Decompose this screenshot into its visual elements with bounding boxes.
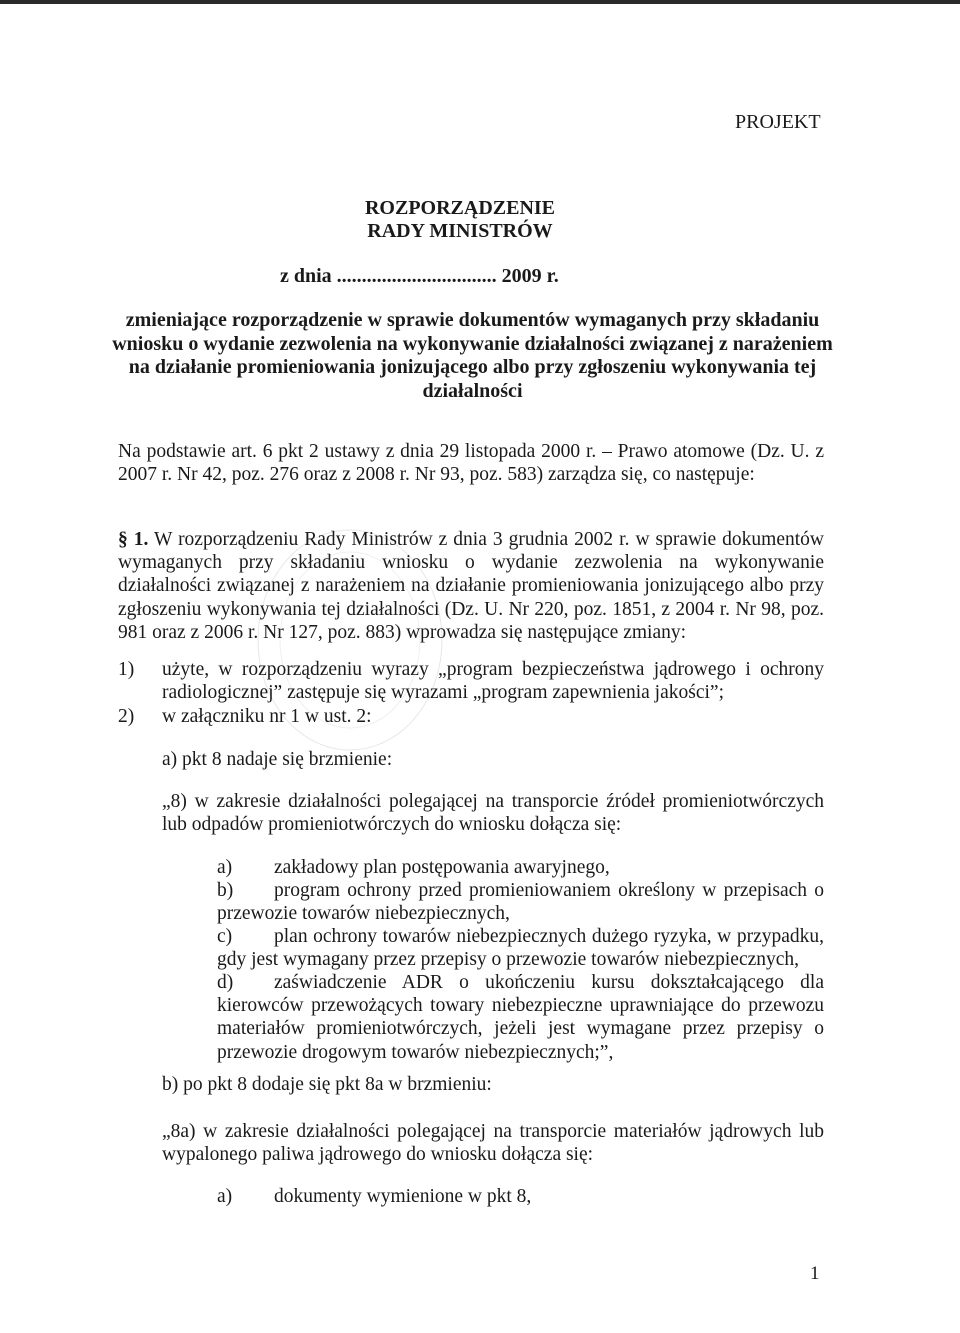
point-8-subitem-c	[217, 925, 824, 971]
item-text: użyte, w rozporządzeniu wyrazy „program bezpieczeństwa jądrowego i ochrony radiologicznej” zastępuje się wyrazami „program zapewnienia jakości”;	[162, 659, 824, 704]
subitem-letter: b)	[217, 880, 234, 901]
document-title-line1: ROZPORZĄDZENIE	[364, 197, 556, 219]
document-subject: zmieniające rozporządzenie w sprawie dokumentów wymaganych przy składaniu wniosku o wydanie zezwolenia na wykonywanie działalności związanej z narażeniem na działanie promieniowania jonizującego albo przy zgłoszeniu wykonywania tej działalności	[112, 309, 833, 402]
scan-top-edge	[0, 0, 960, 4]
amendment-item-2	[118, 705, 824, 729]
subitem-letter: a)	[217, 857, 233, 878]
point-a-label: a) pkt 8 nadaje się brzmienie:	[162, 749, 393, 770]
point-b-label: b) po pkt 8 dodaje się pkt 8a w brzmieniu:	[162, 1074, 492, 1095]
section-mark: § 1.	[118, 529, 149, 550]
amendment-item-1	[118, 658, 824, 706]
point-8-subitem-a	[217, 856, 824, 879]
subitem-text: zaświadczenie ADR o ukończeniu kursu dokształcającego dla kierowców przewożących towary niebezpieczne uprawniające do przewozu materiałów promieniotwórczych, jeżeli jest wymagane przez przepisy o przewozie drogowym towarów niebezpiecznych;”,	[217, 972, 824, 1063]
item-number: 1)	[118, 659, 135, 680]
section-1-text: W rozporządzeniu Rady Ministrów z dnia 3 grudnia 2002 r. w sprawie dokumentów wymaganych przy składaniu wniosku o wydanie zezwolenia na wykonywanie działalności związanej z narażeniem na działanie promieniowania jonizującego albo przy zgłoszeniu wykonywania tej działalności (Dz. U. Nr 220, poz. 1851, z 2004 r. Nr 98, poz. 981 oraz z 2006 r. Nr 127, poz. 883) wprowadza się następujące zmiany:	[118, 529, 824, 643]
subitem-text: dokumenty wymienione w pkt 8,	[274, 1186, 532, 1207]
subitem-letter: a)	[217, 1186, 233, 1207]
document-date-line: z dnia ................................ 2009 r.	[280, 265, 559, 287]
document-title-line2: RADY MINISTRÓW	[367, 220, 553, 242]
subitem-text: program ochrony przed promieniowaniem określony w przepisach o przewozie towarów niebezpiecznych,	[217, 880, 824, 925]
point-8-subitem-d	[217, 971, 824, 1064]
point-8-subitem-b	[217, 879, 824, 925]
subitem-letter: c)	[217, 926, 233, 947]
item-number: 2)	[118, 706, 135, 727]
point-8-quote: „8) w zakresie działalności polegającej na transporcie źródeł promieniotwórczych lub odpadów promieniotwórczych do wniosku dołącza się:	[162, 791, 824, 836]
point-8a-quote: „8a) w zakresie działalności polegającej na transporcie materiałów jądrowych lub wypalonego paliwa jądrowego do wniosku dołącza się:	[162, 1121, 824, 1166]
subitem-text: zakładowy plan postępowania awaryjnego,	[274, 857, 610, 878]
section-1-paragraph	[118, 528, 824, 644]
item-text: w załączniku nr 1 w ust. 2:	[162, 706, 372, 727]
page-number: 1	[810, 1263, 820, 1284]
legal-basis-paragraph: Na podstawie art. 6 pkt 2 ustawy z dnia 29 listopada 2000 r. – Prawo atomowe (Dz. U. z 2007 r. Nr 42, poz. 276 oraz z 2008 r. Nr 93, poz. 583) zarządza się, co następuje:	[118, 441, 824, 486]
point-8a-subitem-a	[217, 1185, 824, 1208]
subitem-text: plan ochrony towarów niebezpiecznych dużego ryzyka, w przypadku, gdy jest wymagany przez przepisy o przewozie towarów niebezpiecznych,	[217, 926, 824, 971]
subitem-letter: d)	[217, 972, 234, 993]
document-status-label: PROJEKT	[735, 111, 821, 133]
